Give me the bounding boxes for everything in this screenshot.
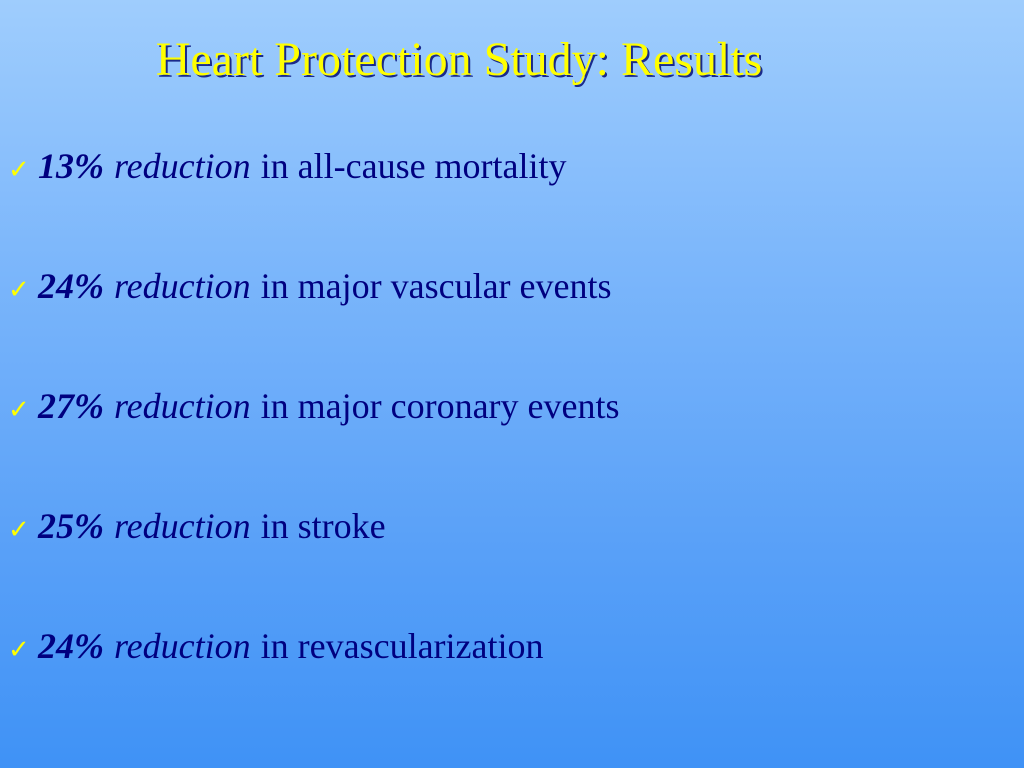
result-description: in major coronary events bbox=[260, 386, 620, 426]
checkmark-icon: ✓ bbox=[8, 275, 30, 305]
result-item-stroke bbox=[8, 504, 386, 548]
result-percent: 25% bbox=[38, 506, 104, 546]
result-percent: 27% bbox=[38, 386, 104, 426]
result-percent: 24% bbox=[38, 626, 104, 666]
result-item-all-cause-mortality bbox=[8, 144, 567, 188]
result-emphasis: reduction bbox=[114, 146, 251, 186]
checkmark-icon: ✓ bbox=[8, 515, 30, 545]
checkmark-icon: ✓ bbox=[8, 395, 30, 425]
result-emphasis: reduction bbox=[114, 266, 251, 306]
checkmark-icon: ✓ bbox=[8, 635, 30, 665]
result-item-major-coronary-events bbox=[8, 384, 620, 428]
result-description: in all-cause mortality bbox=[260, 146, 567, 186]
result-emphasis: reduction bbox=[114, 506, 251, 546]
result-percent: 13% bbox=[38, 146, 104, 186]
result-description: in major vascular events bbox=[260, 266, 612, 306]
result-emphasis: reduction bbox=[114, 626, 251, 666]
result-item-major-vascular-events bbox=[8, 264, 612, 308]
result-description: in stroke bbox=[260, 506, 386, 546]
result-item-revascularization bbox=[8, 624, 544, 668]
result-percent: 24% bbox=[38, 266, 104, 306]
slide-title: Heart Protection Study: Results bbox=[155, 33, 763, 86]
checkmark-icon: ✓ bbox=[8, 155, 30, 185]
result-description: in revascularization bbox=[260, 626, 544, 666]
result-emphasis: reduction bbox=[114, 386, 251, 426]
